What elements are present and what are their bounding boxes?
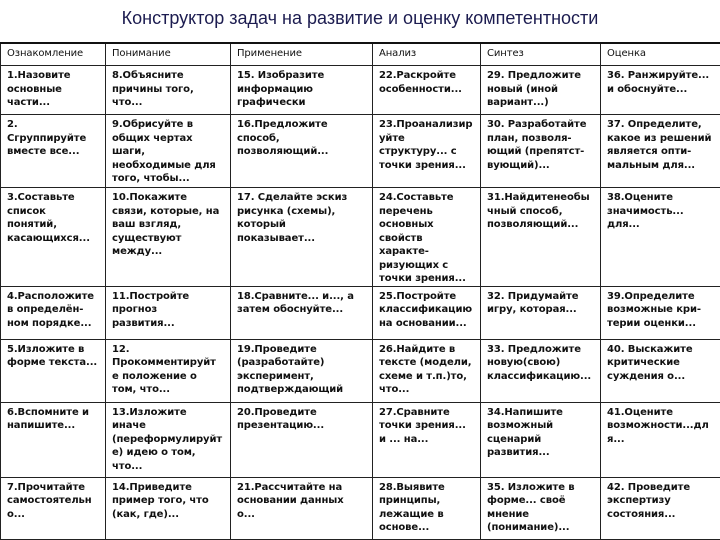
table-cell: 38.Оцените значимость... для... xyxy=(601,188,720,287)
table-cell: 33. Предложите новую(свою) классификацию... xyxy=(481,339,601,402)
table-cell: 29. Предложите новый (иной вариант...) xyxy=(481,66,601,115)
table-cell: 17. Сделайте эскиз рисунка (схемы), который показывает... xyxy=(231,188,373,287)
table-cell: 8.Объясните причины того, что... xyxy=(106,66,231,115)
table-header-row xyxy=(1,43,720,66)
table-row xyxy=(1,402,720,477)
competence-task-table xyxy=(0,42,720,540)
column-header: Анализ xyxy=(373,43,481,66)
column-header: Применение xyxy=(231,43,373,66)
table-row xyxy=(1,66,720,115)
table-cell: 25.Постройте классификацию на основании... xyxy=(373,286,481,339)
table-cell: 26.Найдите в тексте (модели, схеме и т.п.)то, что... xyxy=(373,339,481,402)
table-row xyxy=(1,477,720,539)
page-title: Конструктор задач на развитие и оценку компетентности xyxy=(121,8,599,28)
table-cell: 18.Сравните... и..., а затем обоснуйте... xyxy=(231,286,373,339)
table-cell: 32. Придумайте игру, которая... xyxy=(481,286,601,339)
table-row xyxy=(1,188,720,287)
table-cell: 23.Проанализир уйте структуру... с точки зрения... xyxy=(373,115,481,188)
column-header: Оценка xyxy=(601,43,720,66)
table-cell: 34.Напишите возможный сценарий развития... xyxy=(481,402,601,477)
table-cell: 12. Прокомментируйт е положение о том, что... xyxy=(106,339,231,402)
table-cell: 1.Назовите основные части... xyxy=(1,66,106,115)
table-cell: 35. Изложите в форме... своё мнение (понимание)... xyxy=(481,477,601,539)
table-cell: 10.Покажите связи, которые, на ваш взгляд, существуют между... xyxy=(106,188,231,287)
table-cell: 21.Рассчитайте на основании данных о... xyxy=(231,477,373,539)
table-cell: 9.Обрисуйте в общих чертах шаги, необходимые для того, чтобы... xyxy=(106,115,231,188)
table-cell: 37. Определите, какое из решений является опти- мальным для... xyxy=(601,115,720,188)
table-cell: 36. Ранжируйте... и обоснуйте... xyxy=(601,66,720,115)
table-cell: 22.Раскройте особенности... xyxy=(373,66,481,115)
table-cell: 30. Разработайте план, позволя- ющий (препятст- вующий)... xyxy=(481,115,601,188)
table-cell: 14.Приведите пример того, что (как, где)... xyxy=(106,477,231,539)
table-cell: 7.Прочитайте самостоятельн о... xyxy=(1,477,106,539)
table-cell: 16.Предложите способ, позволяющий... xyxy=(231,115,373,188)
table-cell: 24.Составьте перечень основных свойств характе- ризующих с точки зрения... xyxy=(373,188,481,287)
table-cell: 13.Изложите иначе (переформулируйт е) идею о том, что... xyxy=(106,402,231,477)
table-row xyxy=(1,115,720,188)
table-cell: 41.Оцените возможности...дл я... xyxy=(601,402,720,477)
table-cell: 5.Изложите в форме текста... xyxy=(1,339,106,402)
table-cell: 4.Расположите в определён- ном порядке... xyxy=(1,286,106,339)
column-header: Ознакомление xyxy=(1,43,106,66)
table-cell: 3.Составьте список понятий, касающихся... xyxy=(1,188,106,287)
table-cell: 39.Определите возможные кри- терии оценки... xyxy=(601,286,720,339)
column-header: Понимание xyxy=(106,43,231,66)
table-cell: 20.Проведите презентацию... xyxy=(231,402,373,477)
table-cell: 40. Выскажите критические суждения о... xyxy=(601,339,720,402)
table-row xyxy=(1,339,720,402)
table-cell: 19.Проведите (разработайте) эксперимент, подтверждающий xyxy=(231,339,373,402)
table-cell: 28.Выявите принципы, лежащие в основе... xyxy=(373,477,481,539)
table-cell: 15. Изобразите информацию графически xyxy=(231,66,373,115)
column-header: Синтез xyxy=(481,43,601,66)
table-cell: 42. Проведите экспертизу состояния... xyxy=(601,477,720,539)
table-cell: 31.Найдитенеобы чный способ, позволяющий... xyxy=(481,188,601,287)
table-cell: 2. Сгруппируйте вместе все... xyxy=(1,115,106,188)
table-cell: 11.Постройте прогноз развития... xyxy=(106,286,231,339)
table-cell: 6.Вспомните и напишите... xyxy=(1,402,106,477)
table-row xyxy=(1,286,720,339)
table-cell: 27.Сравните точки зрения... и ... на... xyxy=(373,402,481,477)
